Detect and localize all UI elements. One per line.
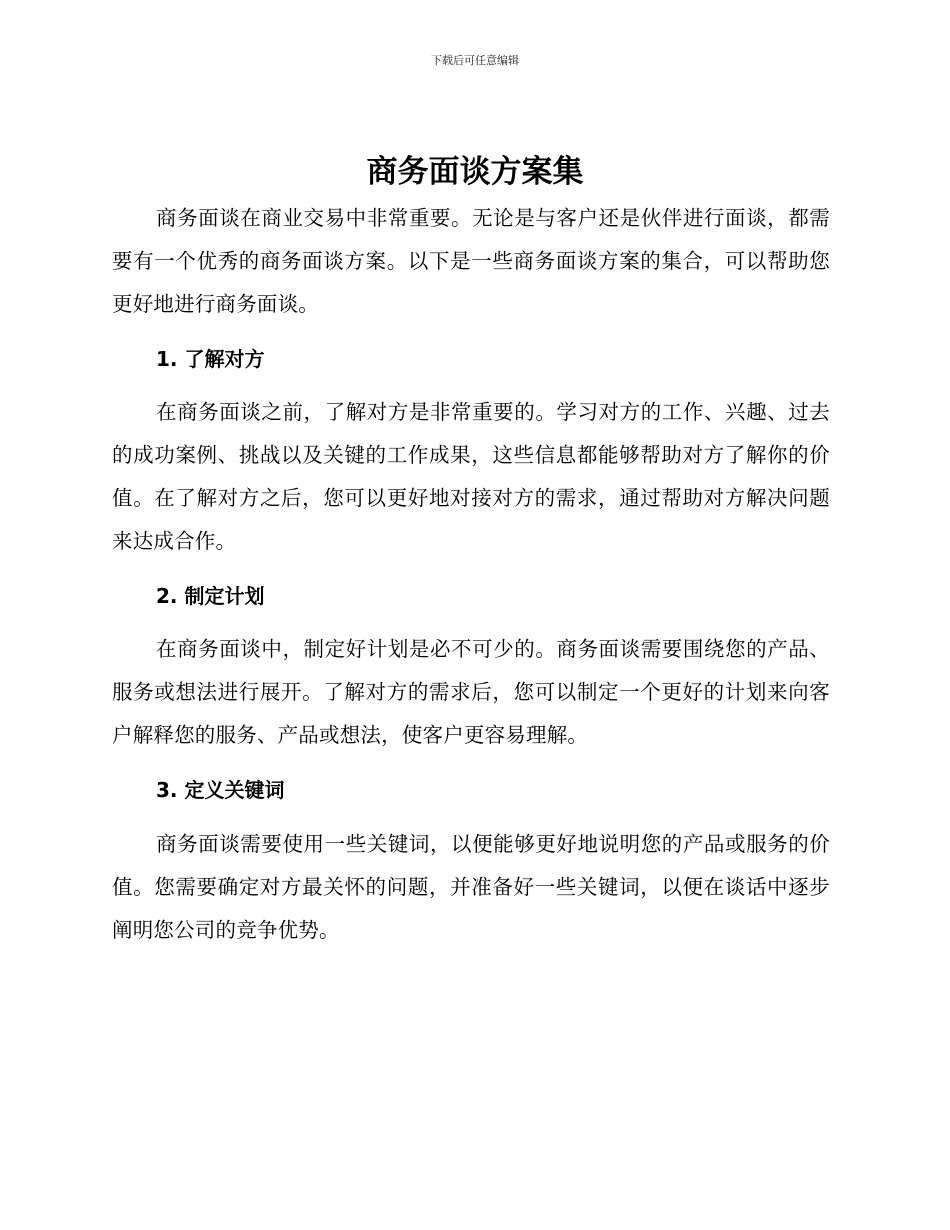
intro-paragraph: 商务面谈在商业交易中非常重要。无论是与客户还是伙伴进行面谈，都需要有一个优秀的商务面谈方案。以下是一些商务面谈方案的集合，可以帮助您更好地进行商务面谈。: [112, 206, 830, 316]
section-heading-2: 2. 制定计划: [156, 584, 265, 608]
section-heading-1: 1. 了解对方: [156, 347, 265, 371]
document-title: 商务面谈方案集: [366, 154, 584, 190]
section-body-1: 在商务面谈之前，了解对方是非常重要的。学习对方的工作、兴趣、过去的成功案例、挑战以及关键的工作成果，这些信息都能够帮助对方了解你的价值。在了解对方之后，您可以更好地对接对方的需求，通过帮助对方解决问题来达成合作。: [112, 400, 830, 553]
section-body-2: 在商务面谈中，制定好计划是必不可少的。商务面谈需要围绕您的产品、服务或想法进行展开。了解对方的需求后，您可以制定一个更好的计划来向客户解释您的服务、产品或想法，使客户更容易理解。: [112, 637, 830, 747]
header-note: 下载后可任意编辑: [431, 54, 519, 67]
section-body-3: 商务面谈需要使用一些关键词，以便能够更好地说明您的产品或服务的价值。您需要确定对方最关怀的问题，并准备好一些关键词，以便在谈话中逐步阐明您公司的竞争优势。: [112, 832, 830, 942]
section-heading-3: 3. 定义关键词: [156, 778, 285, 802]
